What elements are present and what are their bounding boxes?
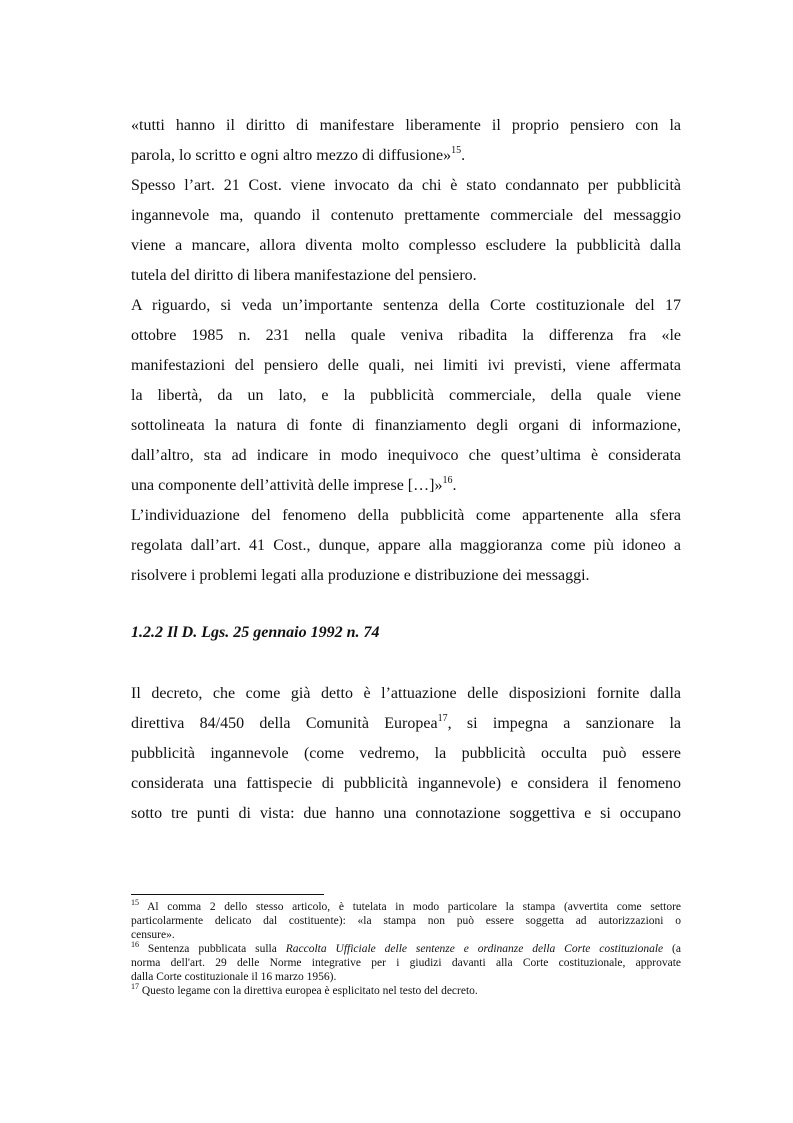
body-lines-line: ingannevole ma, quando il contenuto prettamente commerciale del messaggio bbox=[131, 207, 681, 224]
section-lines-line: direttiva 84/450 della Comunità Europea$^{17}$, si impegna a sanzionare la bbox=[131, 713, 681, 732]
body-lines-line: una componente dell’attività delle imprese […]»$^{16}$. bbox=[131, 475, 457, 494]
body-lines-line: tutela del diritto di libera manifestazione del pensiero. bbox=[131, 267, 477, 284]
body-lines-line: viene a mancare, allora diventa molto complesso escludere la pubblicità dalla bbox=[131, 237, 681, 254]
footnote-16-line-2: norma dell'art. 29 delle Norme integrative per i giudizi davanti alla Corte costituzionale, approvate bbox=[131, 957, 681, 969]
footnote-ref: 16 bbox=[442, 475, 453, 486]
section-lines-line: Il decreto, che come già detto è l’attuazione delle disposizioni fornite dalla bbox=[131, 685, 681, 702]
section-lines-line: pubblicità ingannevole (come vedremo, la pubblicità occulta può essere bbox=[131, 745, 681, 762]
footnote-15-line-3: censure». bbox=[131, 929, 175, 941]
footnote-ref: 17 bbox=[437, 713, 448, 724]
footnote-separator bbox=[131, 894, 324, 895]
section-heading: 1.2.2 Il D. Lgs. 25 gennaio 1992 n. 74 bbox=[131, 624, 380, 641]
footnote-16-line-1: $^{16}$ Sentenza pubblicata sulla Raccolta Ufficiale delle sentenze e ordinanze della Corte costituzionale (a bbox=[131, 940, 681, 955]
section-lines-line: considerata una fattispecie di pubblicità ingannevole) e considera il fenomeno bbox=[131, 775, 681, 792]
body-lines-line: regolata dall’art. 41 Cost., dunque, appare alla maggioranza come più idoneo a bbox=[131, 537, 681, 554]
body-lines-line: A riguardo, si veda un’importante sentenza della Corte costituzionale del 17 bbox=[131, 297, 681, 314]
footnote-15-line-1: $^{15}$ Al comma 2 dello stesso articolo, è tutelata in modo particolare la stampa (avvertita come settore bbox=[131, 898, 681, 913]
body-lines-line: Spesso l’art. 21 Cost. viene invocato da chi è stato condannato per pubblicità bbox=[131, 177, 681, 194]
footnote-ref: 15 bbox=[451, 145, 462, 156]
footnote-16-line-3: dalla Corte costituzionale il 16 marzo 1956). bbox=[131, 971, 337, 983]
body-lines-line: dall’altro, sta ad indicare in modo inequivoco che quest’ultima è considerata bbox=[131, 447, 681, 464]
body-lines-line: L’individuazione del fenomeno della pubblicità come appartenente alla sfera bbox=[131, 507, 681, 524]
body-lines-line: risolvere i problemi legati alla produzione e distribuzione dei messaggi. bbox=[131, 567, 590, 584]
body-lines-line: parola, lo scritto e ogni altro mezzo di diffusione»$^{15}$. bbox=[131, 145, 466, 164]
body-lines-line: sottolineata la natura di fonte di finanziamento degli organi di informazione, bbox=[131, 417, 681, 434]
body-lines-line: ottobre 1985 n. 231 nella quale veniva ribadita la differenza fra «le bbox=[131, 327, 681, 344]
body-lines-line: la libertà, da un lato, e la pubblicità commerciale, della quale viene bbox=[131, 387, 681, 404]
body-lines-line: «tutti hanno il diritto di manifestare liberamente il proprio pensiero con la bbox=[131, 117, 681, 134]
section-lines-line: sotto tre punti di vista: due hanno una connotazione soggettiva e si occupano bbox=[131, 805, 681, 822]
footnote-17: $^{17}$ Questo legame con la direttiva europea è esplicitato nel testo del decreto. bbox=[131, 982, 478, 997]
footnote-15-line-2: particolarmente delicato dal costituente): «la stampa non può essere soggetta ad autorizzazioni o bbox=[131, 915, 681, 927]
body-lines-line: manifestazioni del pensiero delle quali, nei limiti ivi previsti, viene affermata bbox=[131, 357, 681, 374]
